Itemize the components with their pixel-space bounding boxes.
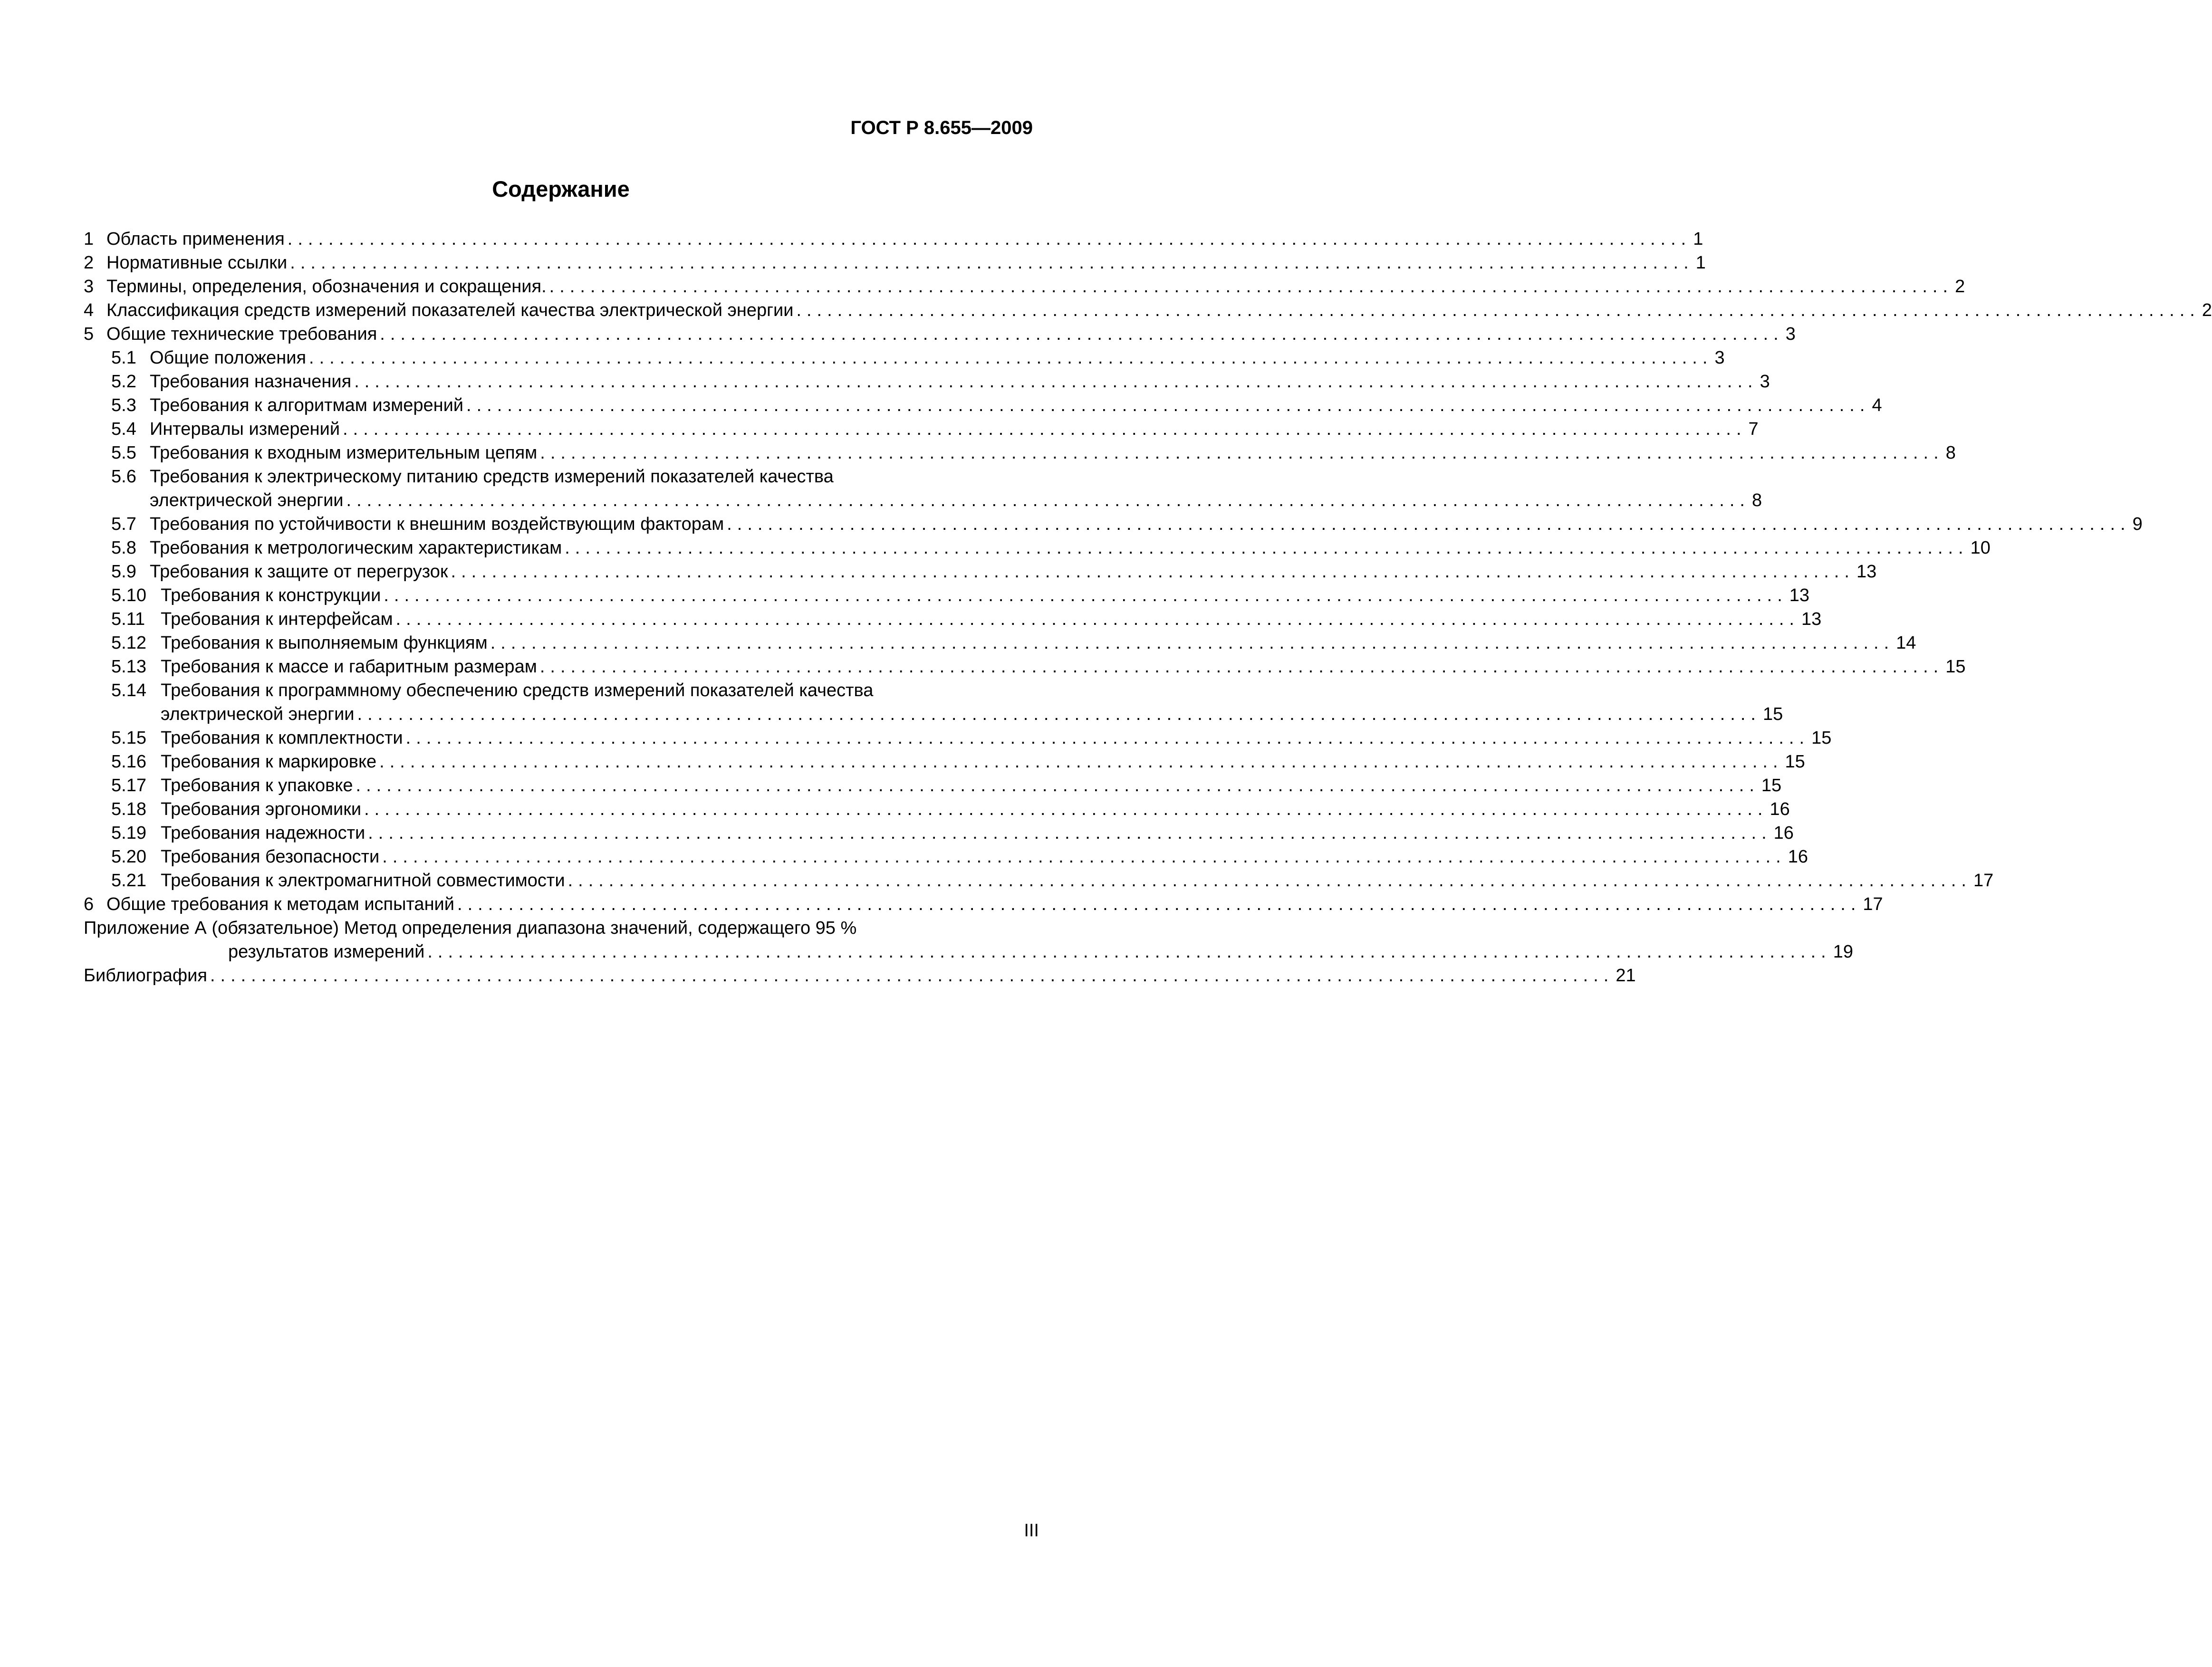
toc-item-title: Требования к маркировке [161, 752, 377, 772]
dot-leader: ......................................................................................................................................... [549, 277, 1953, 297]
dot-leader: ......................................................................................................................................... [210, 966, 1614, 986]
toc-item-title-continuation: электрической энергии [150, 490, 344, 510]
toc-item-number: 5.8 [111, 538, 136, 558]
toc-item-title: Нормативные ссылки [106, 253, 288, 273]
toc-item-page: 15 [1761, 776, 1782, 795]
dot-leader: ......................................................................................................................................... [565, 538, 1969, 558]
toc-item-number: 5.7 [111, 514, 136, 534]
toc-item-number: 5.2 [111, 372, 136, 392]
toc-item-title: Общие положения [150, 348, 307, 368]
toc-item-number: 5.12 [111, 633, 146, 653]
dot-leader: ......................................................................................................................................... [354, 372, 1758, 392]
toc-item-5-3[interactable] [84, 393, 1882, 417]
toc-item-page: 16 [1773, 823, 1794, 843]
dot-leader: ......................................................................................................................................... [290, 253, 1694, 273]
toc-item-title: Требования к массе и габаритным размерам [161, 657, 537, 677]
toc-item-page: 17 [1973, 871, 1994, 891]
dot-leader: ......................................................................................................................................... [405, 728, 1810, 748]
toc-item-5-5[interactable] [84, 441, 1956, 465]
dot-leader: ......................................................................................................................................... [567, 871, 1972, 891]
toc-item-number: 3 [84, 277, 94, 297]
toc-item-2[interactable] [84, 251, 1706, 275]
toc-item-5-19[interactable] [84, 821, 1794, 845]
toc-item-title: Приложение А (обязательное) Метод определения диапазона значений, содержащего 95 % [84, 918, 857, 938]
toc-item-page: 15 [1811, 728, 1832, 748]
toc-item-title: Классификация средств измерений показателей качества электрической энергии [106, 300, 794, 320]
toc-item-title: Требования по устойчивости к внешним воздействующим факторам [150, 514, 724, 534]
toc-item-title: Требования эргономики [161, 799, 362, 819]
toc-item-4[interactable] [84, 298, 2212, 322]
toc-item-page: 16 [1770, 799, 1790, 819]
dot-leader: ......................................................................................................................................... [466, 395, 1870, 415]
toc-item-page: 8 [1945, 443, 1956, 463]
toc-item-number: 5.15 [111, 728, 146, 748]
toc-item-title-continuation: электрической энергии [161, 704, 355, 724]
toc-item-page: 10 [1970, 538, 1991, 558]
toc-item-title: Требования к упаковке [161, 776, 353, 795]
toc-item-title: Требования к входным измерительным цепям [150, 443, 538, 463]
toc-item-5[interactable] [84, 322, 1796, 346]
dot-leader: ......................................................................................................................................... [395, 609, 1799, 629]
toc-item-page: 3 [1714, 348, 1725, 368]
toc-item-5-12[interactable] [84, 631, 1916, 655]
toc-item-title: Требования к конструкции [161, 585, 381, 605]
toc-item-page: 14 [1896, 633, 1916, 653]
toc-item-number: 5.18 [111, 799, 146, 819]
page-number: III [1024, 1521, 1039, 1541]
toc-item-page: 15 [1785, 752, 1805, 772]
toc-item-page: 17 [1863, 894, 1883, 914]
toc-item-page: 2 [2202, 300, 2212, 320]
toc-item-title: Требования назначения [150, 372, 352, 392]
toc-item-page: 13 [1856, 562, 1877, 582]
toc-item-page: 15 [1762, 704, 1783, 724]
toc-item-page: 3 [1785, 324, 1796, 344]
toc-item-title: Требования к программному обеспечению средств измерений показателей качества [161, 680, 874, 700]
table-of-contents [84, 227, 2212, 987]
toc-item-page: 15 [1945, 657, 1966, 677]
dot-leader: ......................................................................................................................................... [384, 585, 1788, 605]
toc-item-number: 5.5 [111, 443, 136, 463]
toc-item-5-10[interactable] [84, 584, 1810, 607]
toc-item-number: 5.16 [111, 752, 146, 772]
toc-item-appendix-a[interactable] [84, 916, 1854, 964]
toc-item-title: Требования к электрическому питанию средств измерений показателей качества [150, 467, 834, 487]
toc-item-page: 21 [1616, 966, 1636, 986]
toc-item-5-8[interactable] [84, 536, 1991, 560]
toc-item-title: Требования к комплектности [161, 728, 403, 748]
toc-item-5-16[interactable] [84, 750, 1805, 774]
toc-item-5-6[interactable] [84, 465, 1762, 512]
toc-item-5-2[interactable] [84, 370, 1770, 393]
dot-leader: ......................................................................................................................................... [346, 490, 1750, 510]
toc-item-number: 1 [84, 229, 94, 249]
toc-item-page: 16 [1788, 847, 1808, 867]
dot-leader: ......................................................................................................................................... [379, 752, 1783, 772]
toc-item-title: Требования к алгоритмам измерений [150, 395, 464, 415]
toc-item-5-11[interactable] [84, 607, 1822, 631]
toc-item-title: Общие требования к методам испытаний [106, 894, 455, 914]
dot-leader: ......................................................................................................................................... [343, 419, 1747, 439]
toc-item-page: 19 [1833, 942, 1854, 962]
toc-item-title: Область применения [106, 229, 285, 249]
toc-title: Содержание [492, 176, 630, 201]
toc-item-5-21[interactable] [84, 869, 1994, 892]
toc-item-number: 5.21 [111, 871, 146, 891]
toc-item-title: Библиография [84, 966, 207, 986]
toc-item-title: Требования к метрологическим характеристикам [150, 538, 562, 558]
toc-item-page: 1 [1693, 229, 1703, 249]
toc-item-title: Общие технические требования [106, 324, 377, 344]
dot-leader: ......................................................................................................................................... [727, 514, 2131, 534]
toc-item-5-13[interactable] [84, 655, 1966, 679]
toc-item-5-17[interactable] [84, 774, 1782, 797]
toc-item-page: 4 [1872, 395, 1882, 415]
toc-item-number: 5.9 [111, 562, 136, 582]
dot-leader: ......................................................................................................................................... [796, 300, 2200, 320]
dot-leader: ......................................................................................................................................... [539, 657, 1944, 677]
toc-item-5-1[interactable] [84, 346, 1725, 370]
doc-code: ГОСТ Р 8.655—2009 [850, 117, 1033, 138]
dot-leader: ......................................................................................................................................... [451, 562, 1855, 582]
toc-item-title: Требования безопасности [161, 847, 380, 867]
toc-item-page: 2 [1955, 277, 1965, 297]
dot-leader: ......................................................................................................................................... [490, 633, 1895, 653]
toc-item-1[interactable] [84, 227, 1703, 251]
toc-item-number: 5.6 [111, 467, 136, 487]
toc-item-title: Требования к выполняемым функциям [161, 633, 488, 653]
toc-item-title: Требования к защите от перегрузок [150, 562, 448, 582]
toc-item-number: 5.11 [111, 609, 145, 629]
toc-item-number: 5.19 [111, 823, 146, 843]
toc-item-6[interactable] [84, 892, 1883, 916]
dot-leader: ......................................................................................................................................... [356, 776, 1760, 795]
toc-item-bibliography[interactable] [84, 964, 1636, 987]
toc-item-number: 5 [84, 324, 94, 344]
toc-item-page: 8 [1751, 490, 1762, 510]
toc-item-number: 5.3 [111, 395, 136, 415]
dot-leader: ......................................................................................................................................... [380, 324, 1784, 344]
toc-item-title: Интервалы измерений [150, 419, 340, 439]
toc-item-page: 3 [1760, 372, 1770, 392]
dot-leader: ......................................................................................................................................... [357, 704, 1761, 724]
dot-leader: ......................................................................................................................................... [540, 443, 1944, 463]
dot-leader: ......................................................................................................................................... [457, 894, 1861, 914]
dot-leader: ......................................................................................................................................... [427, 942, 1831, 962]
toc-item-title: Требования к интерфейсам [161, 609, 393, 629]
toc-item-5-18[interactable] [84, 797, 1790, 821]
dot-leader: ......................................................................................................................................... [368, 823, 1772, 843]
toc-item-number: 5.13 [111, 657, 146, 677]
toc-item-number: 5.14 [111, 680, 146, 700]
toc-item-5-7[interactable] [84, 512, 2143, 536]
toc-item-title: Термины, определения, обозначения и сокращения. [106, 277, 547, 297]
toc-item-page: 9 [2132, 514, 2143, 534]
toc-item-title: Требования надежности [161, 823, 365, 843]
toc-item-number: 6 [84, 894, 94, 914]
toc-item-page: 13 [1801, 609, 1822, 629]
dot-leader: ......................................................................................................................................... [309, 348, 1713, 368]
toc-item-page: 7 [1748, 419, 1759, 439]
toc-item-5-9[interactable] [84, 560, 1877, 584]
toc-item-page: 1 [1695, 253, 1706, 273]
toc-item-5-20[interactable] [84, 845, 1808, 869]
toc-item-number: 5.1 [111, 348, 136, 368]
toc-item-3[interactable] [84, 275, 1965, 298]
toc-item-title-continuation: результатов измерений [228, 942, 425, 962]
toc-item-number: 4 [84, 300, 94, 320]
toc-item-number: 5.20 [111, 847, 146, 867]
dot-leader: ......................................................................................................................................... [382, 847, 1786, 867]
toc-item-number: 5.4 [111, 419, 136, 439]
dot-leader: ......................................................................................................................................... [287, 229, 1692, 249]
toc-item-title: Требования к электромагнитной совместимости [161, 871, 565, 891]
toc-item-page: 13 [1789, 585, 1810, 605]
toc-item-number: 5.10 [111, 585, 146, 605]
toc-item-number: 2 [84, 253, 94, 273]
toc-item-5-4[interactable] [84, 417, 1759, 441]
toc-item-number: 5.17 [111, 776, 146, 795]
toc-item-5-14[interactable] [84, 679, 1783, 726]
toc-item-5-15[interactable] [84, 726, 1832, 750]
dot-leader: ......................................................................................................................................... [364, 799, 1768, 819]
